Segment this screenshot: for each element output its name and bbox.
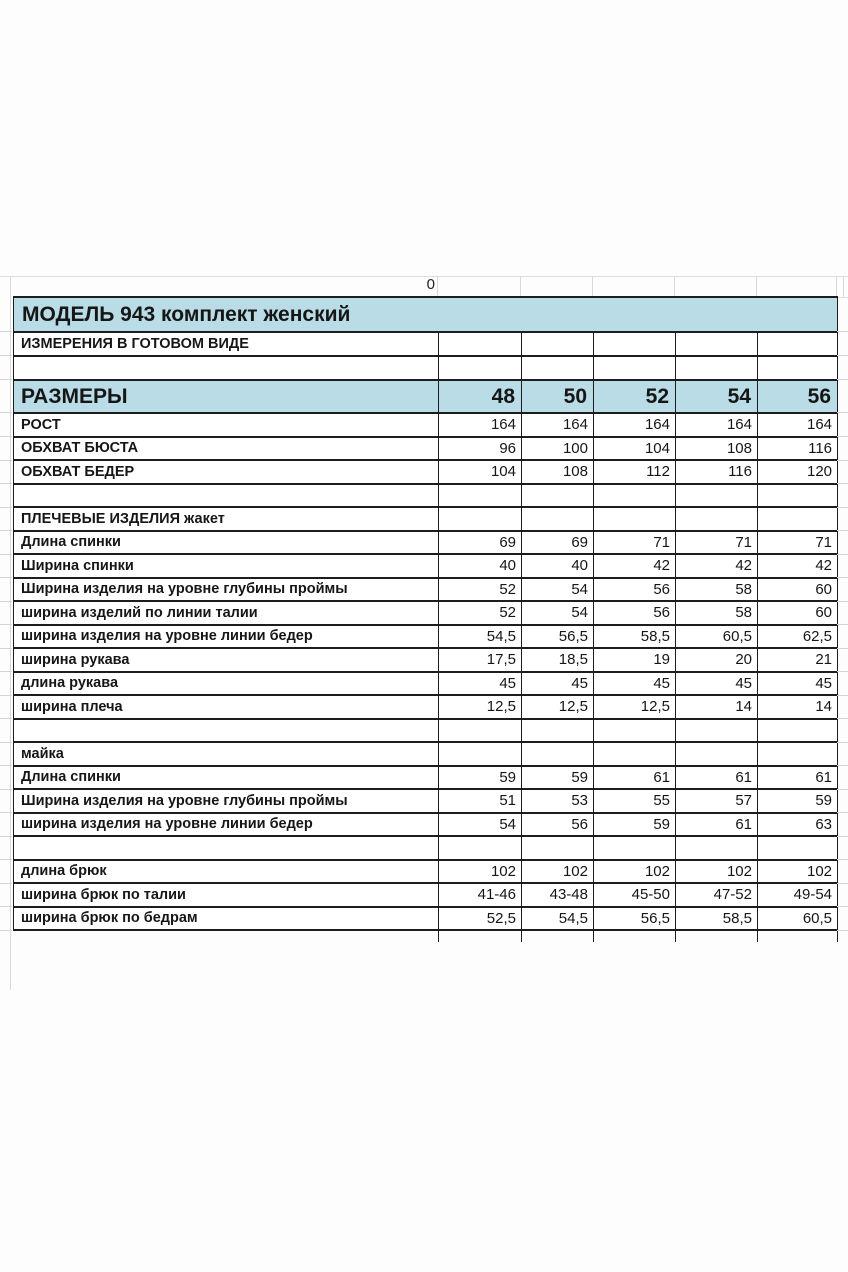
size-col-56: 56 [758,380,838,413]
measurement-label: ОБХВАТ БЮСТА [14,437,439,461]
table-row [14,484,838,508]
gridline-tick [0,930,12,931]
table-row [14,836,838,860]
measurement-value: 164 [758,413,838,437]
measurement-value [522,719,594,743]
measurement-value: 61 [758,766,838,790]
gridline-tick [0,883,12,884]
measurement-value: 61 [594,766,676,790]
measurement-value [439,836,522,860]
measurement-value: 51 [439,789,522,813]
gridline-tick [0,765,12,766]
gridline-tick [837,379,848,380]
empty-cell [594,930,676,942]
measurement-value: 71 [758,531,838,555]
measurement-value: 112 [594,460,676,484]
measurement-label: ширина брюк по бедрам [14,907,439,931]
measurement-value: 61 [676,813,758,837]
measurement-value: 45 [439,672,522,696]
table-row [14,860,838,884]
sizes-header-row [14,380,838,413]
size-col-54: 54 [676,380,758,413]
gridline-tick [837,355,848,356]
measurement-value [676,719,758,743]
measurement-value: 116 [676,460,758,484]
measurement-value: 108 [522,460,594,484]
measurement-value [758,836,838,860]
measurement-label: ПЛЕЧЕВЫЕ ИЗДЕЛИЯ жакет [14,507,439,531]
gridline-tick [837,859,848,860]
measurement-value: 54 [522,578,594,602]
empty-cell [676,930,758,942]
measurement-value: 17,5 [439,648,522,672]
table-row [14,907,838,931]
measurement-value: 120 [758,460,838,484]
gridline-tick [0,624,12,625]
gridline-tick [0,483,12,484]
measurement-value: 54 [439,813,522,837]
measurement-value: 55 [594,789,676,813]
measurement-label: РОСТ [14,413,439,437]
empty-cell [594,356,676,380]
measurement-value: 54,5 [522,907,594,931]
measurement-value [758,742,838,766]
gridline-tick [0,671,12,672]
measurement-value: 116 [758,437,838,461]
gridline-tick [837,554,848,555]
measurement-label: ОБХВАТ БЕДЕР [14,460,439,484]
measurement-value: 102 [676,860,758,884]
measurement-value: 52 [439,601,522,625]
gridline-tick [837,836,848,837]
measurement-value: 49-54 [758,883,838,907]
gridline-tick [837,695,848,696]
measurement-value [676,836,758,860]
measurement-value: 58 [676,601,758,625]
measurement-value [594,484,676,508]
measurement-value [439,742,522,766]
measurement-value: 100 [522,437,594,461]
measurement-label: длина брюк [14,860,439,884]
measurement-value: 71 [676,531,758,555]
measurement-label: Ширина спинки [14,554,439,578]
gridline-tick [837,742,848,743]
gridline-tick [837,648,848,649]
measurement-value: 56 [594,578,676,602]
measurement-value: 96 [439,437,522,461]
spacer-row [14,356,838,380]
measurement-label [14,719,439,743]
measurement-value: 45-50 [594,883,676,907]
empty-cell [522,930,594,942]
measurement-label: ширина рукава [14,648,439,672]
measurement-value: 102 [758,860,838,884]
measurement-value: 42 [758,554,838,578]
measurement-value: 59 [439,766,522,790]
measurement-value: 102 [522,860,594,884]
gridline-tick [0,742,12,743]
table-row [14,648,838,672]
gridline-tick [0,460,12,461]
measurement-value: 12,5 [522,695,594,719]
measurement-label [14,836,439,860]
measurement-value: 56,5 [594,907,676,931]
cutoff-row-stub [14,930,838,942]
table-row [14,437,838,461]
measurement-value: 164 [594,413,676,437]
measurement-value [522,484,594,508]
measurement-value: 20 [676,648,758,672]
measurement-label: Длина спинки [14,531,439,555]
measurement-value [522,836,594,860]
measurement-value: 108 [676,437,758,461]
measurement-value: 62,5 [758,625,838,649]
gridline-tick [0,331,12,332]
measurement-value: 12,5 [439,695,522,719]
measurement-label: длина рукава [14,672,439,696]
gridline-tick [0,695,12,696]
measurement-value: 58,5 [594,625,676,649]
measurement-value: 69 [439,531,522,555]
measurement-label: ширина изделия на уровне линии бедер [14,813,439,837]
measurement-value: 59 [758,789,838,813]
table-row [14,789,838,813]
gridline-col-4 [674,276,675,296]
measurement-value: 164 [676,413,758,437]
table-title-row [14,297,838,332]
gridline-tick [0,436,12,437]
measurement-value [594,836,676,860]
table-row [14,766,838,790]
measurement-value: 43-48 [522,883,594,907]
measurement-value: 60 [758,578,838,602]
measurement-value: 45 [758,672,838,696]
gridline-tick [837,906,848,907]
measurement-value [439,507,522,531]
gridline-tick [837,331,848,332]
measurement-rows [14,413,838,942]
gridline-tick [0,601,12,602]
empty-cell [14,930,439,942]
table-row [14,695,838,719]
size-chart-table [13,296,838,942]
table-row [14,578,838,602]
measurement-label: майка [14,742,439,766]
gridline-tick [0,554,12,555]
gridline-tick [0,648,12,649]
table-subtitle-row [14,332,838,356]
model-title: МОДЕЛЬ 943 комплект женский [14,297,838,332]
gridline-tick [837,577,848,578]
measurement-value [758,719,838,743]
measurement-value [676,484,758,508]
empty-cell [522,332,594,356]
measurement-value: 41-46 [439,883,522,907]
measurement-value: 52 [439,578,522,602]
measurement-value: 54 [522,601,594,625]
gridline-tick [837,671,848,672]
measurement-label: ширина брюк по талии [14,883,439,907]
gridline-tick [0,355,12,356]
measurement-label: Ширина изделия на уровне глубины проймы [14,789,439,813]
empty-cell [758,356,838,380]
gridline-col-5 [756,276,757,296]
measurement-label: ширина изделий по линии талии [14,601,439,625]
measurement-value: 69 [522,531,594,555]
measurement-value: 42 [676,554,758,578]
measurement-value [758,484,838,508]
measurement-value: 104 [594,437,676,461]
measurement-value: 164 [439,413,522,437]
gridline-tick [837,507,848,508]
measurement-value: 60,5 [758,907,838,931]
table-row [14,719,838,743]
measurement-value: 14 [758,695,838,719]
measurement-label: ширина изделия на уровне линии бедер [14,625,439,649]
measurement-value [594,719,676,743]
empty-cell [522,356,594,380]
measurement-label: Ширина изделия на уровне глубины проймы [14,578,439,602]
gridline-tick [837,812,848,813]
measurement-label: Длина спинки [14,766,439,790]
gridline-tick [837,789,848,790]
measurement-value: 40 [522,554,594,578]
gridline-tick [0,577,12,578]
gridline-tick [837,601,848,602]
measurement-value: 59 [594,813,676,837]
measurement-value: 57 [676,789,758,813]
measurement-value: 14 [676,695,758,719]
measurement-value: 63 [758,813,838,837]
table-row [14,601,838,625]
gridline-col-2 [520,276,521,296]
measurement-value: 59 [522,766,594,790]
measurement-value [594,742,676,766]
stray-zero-cell: 0 [426,276,435,293]
measurement-label: ширина плеча [14,695,439,719]
measurement-label [14,484,439,508]
measurement-value: 102 [439,860,522,884]
sizes-label: РАЗМЕРЫ [14,380,439,413]
empty-cell [676,332,758,356]
table-row [14,672,838,696]
measurement-value [522,742,594,766]
measurement-value: 53 [522,789,594,813]
table-row [14,742,838,766]
gridline-tick [837,883,848,884]
gridline-tick [0,812,12,813]
measurement-value: 164 [522,413,594,437]
measurement-value [676,507,758,531]
measurement-value: 45 [522,672,594,696]
table-row [14,554,838,578]
gridline-tick [0,789,12,790]
measurement-value [758,507,838,531]
empty-cell [676,356,758,380]
empty-cell [758,930,838,942]
measurement-value: 104 [439,460,522,484]
gridline-tick [0,718,12,719]
measurement-value: 61 [676,766,758,790]
table-row [14,507,838,531]
measurement-value: 60,5 [676,625,758,649]
measurement-value: 56 [594,601,676,625]
size-col-48: 48 [439,380,522,413]
gridline-tick [0,836,12,837]
gridline-right-of-banner [837,297,848,298]
gridline-tick [837,930,848,931]
measurement-value: 42 [594,554,676,578]
measurement-value: 47-52 [676,883,758,907]
measurement-value [439,484,522,508]
table-row [14,813,838,837]
table-row [14,625,838,649]
gridline-tick [837,765,848,766]
gridline-tick [837,412,848,413]
measurement-value: 40 [439,554,522,578]
measurement-value: 71 [594,531,676,555]
measurement-value: 21 [758,648,838,672]
gridline-tick [0,507,12,508]
measurement-value: 45 [676,672,758,696]
empty-cell [594,332,676,356]
gridline-col-3 [592,276,593,296]
measurement-value [594,507,676,531]
gridline-tick [837,718,848,719]
measurement-value [522,507,594,531]
measurement-value: 45 [594,672,676,696]
gridline-tick [0,379,12,380]
measurement-value: 60 [758,601,838,625]
gridline-tick [0,412,12,413]
measurement-value: 19 [594,648,676,672]
measurement-value: 102 [594,860,676,884]
gridline-tick [0,906,12,907]
gridline-tick [837,460,848,461]
measurement-value: 56 [522,813,594,837]
table-row [14,883,838,907]
table-row [14,413,838,437]
size-col-50: 50 [522,380,594,413]
gridline-tick [837,483,848,484]
gridline-tick [837,530,848,531]
measurement-value [439,719,522,743]
gridline-tick [837,436,848,437]
gridline-tick [0,859,12,860]
table-row [14,531,838,555]
gridline-col-1 [437,276,438,296]
measurement-value: 58 [676,578,758,602]
measurement-value: 56,5 [522,625,594,649]
measurement-value: 58,5 [676,907,758,931]
measurement-value: 18,5 [522,648,594,672]
measurements-subtitle: ИЗМЕРЕНИЯ В ГОТОВОМ ВИДЕ [14,332,439,356]
gridline-col-6 [836,276,837,296]
empty-cell [758,332,838,356]
empty-cell [439,930,522,942]
size-col-52: 52 [594,380,676,413]
measurement-value: 12,5 [594,695,676,719]
empty-cell [439,332,522,356]
measurement-value [676,742,758,766]
empty-cell [14,356,439,380]
measurement-value: 52,5 [439,907,522,931]
empty-cell [439,356,522,380]
gridline-tick [0,530,12,531]
gridline-col-7 [843,276,844,297]
table-row [14,460,838,484]
measurement-value: 54,5 [439,625,522,649]
gridline-tick [837,624,848,625]
